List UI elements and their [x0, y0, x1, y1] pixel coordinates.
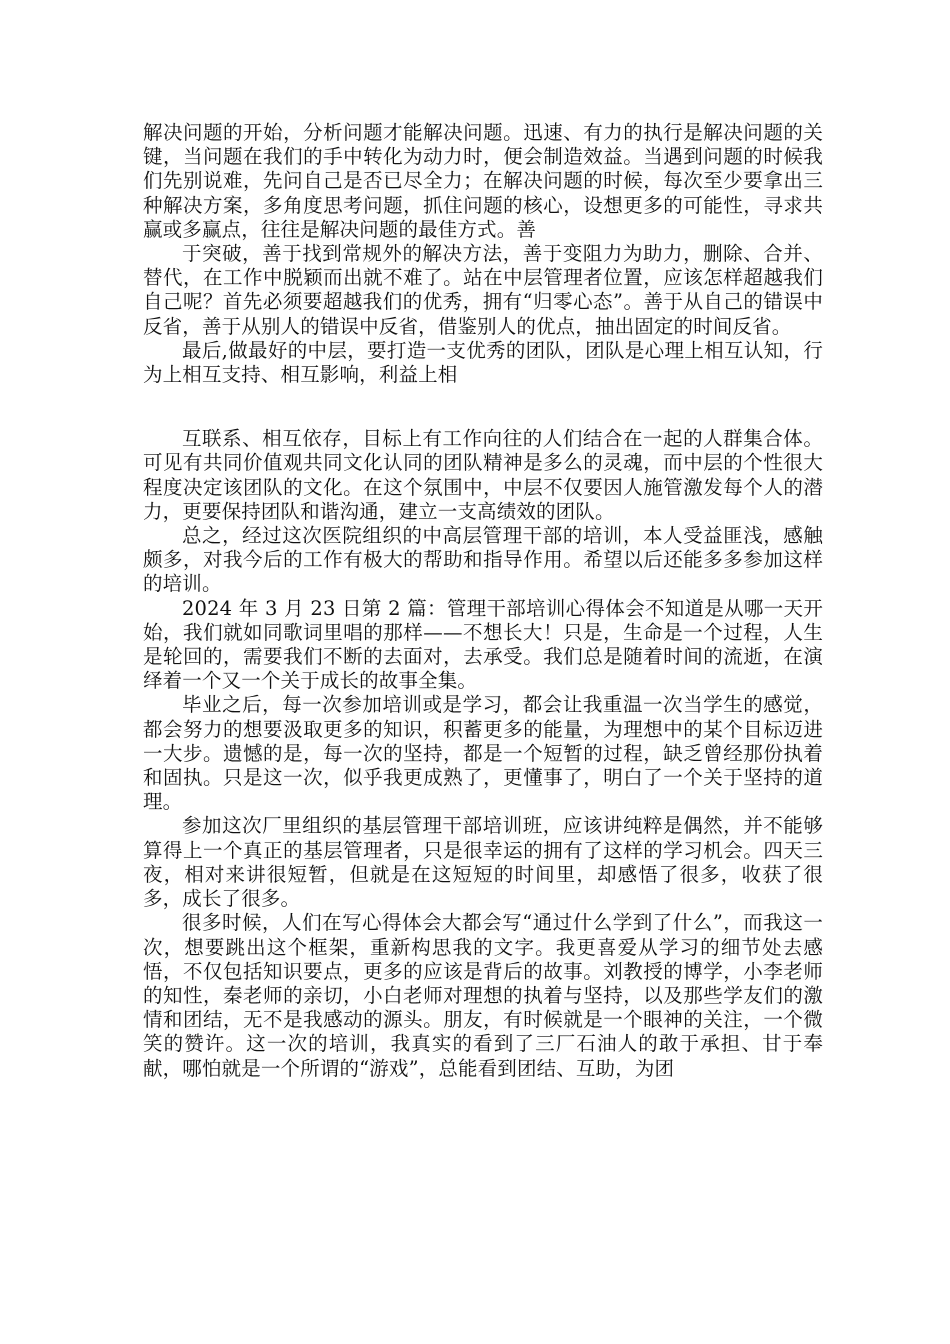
paragraph: 毕业之后，每一次参加培训或是学习，都会让我重温一次当学生的感觉，都会努力的想要汲取更多的知识，积蓄更多的能量，为理想中的某个目标迈进一大步。遗憾的是，每一次的坚持，都是一个短暂的过程，缺乏曾经那份执着和固执。只是这一次，似乎我更成熟了，更懂事了，明白了一个关于坚持的道理。: [143, 693, 823, 814]
paragraph: 总之，经过这次医院组织的中高层管理干部的培训，本人受益匪浅，感触颇多，对我今后的工作有极大的帮助和指导作用。希望以后还能多多参加这样的培训。: [143, 524, 823, 596]
paragraph: 最后,做最好的中层，要打造一支优秀的团队，团队是心理上相互认知，行为上相互支持、相互影响，利益上相: [143, 338, 823, 387]
paragraph: 解决问题的开始，分析问题才能解决问题。迅速、有力的执行是解决问题的关键，当问题在我们的手中转化为动力时，便会制造效益。当遇到问题的时候我们先别说难，先问自己是否已尽全力；在解决问题的时候，每次至少要拿出三种解决方案，多角度思考问题，抓住问题的核心，设想更多的可能性，寻求共赢或多赢点，往往是解决问题的最佳方式。善: [143, 121, 823, 241]
paragraph: 互联系、相互依存，目标上有工作向往的人们结合在一起的人群集合体。可见有共同价值观共同文化认同的团队精神是多么的灵魂，而中层的个性很大程度决定该团队的文化。在这个氛围中，中层不仅要因人施管激发每个人的潜力，更要保持团队和谐沟通，建立一支高绩效的团队。: [143, 427, 823, 523]
document-body: [143, 121, 823, 1081]
section-gap: [143, 387, 823, 427]
paragraph: 很多时候，人们在写心得体会大都会写“通过什么学到了什么”，而我这一次，想要跳出这个框架，重新构思我的文字。我更喜爱从学习的细节处去感悟，不仅包括知识要点，更多的应该是背后的故事。刘教授的博学，小李老师的知性，秦老师的亲切，小白老师对理想的执着与坚持，以及那些学友们的激情和团结，无不是我感动的源头。朋友，有时候就是一个眼神的关注，一个微笑的赞许。这一次的培训，我真实的看到了三厂石油人的敢于承担、甘于奉献，哪怕就是一个所谓的“游戏”，总能看到团结、互助，为团: [143, 911, 823, 1080]
paragraph: 于突破，善于找到常规外的解决方法，善于变阻力为助力，删除、合并、替代，在工作中脱颖而出就不难了。站在中层管理者位置，应该怎样超越我们自己呢？首先必须要超越我们的优秀，拥有“归零心态”。善于从自己的错误中反省，善于从别人的错误中反省，借鉴别人的优点，抽出固定的时间反省。: [143, 242, 823, 338]
paragraph: 参加这次厂里组织的基层管理干部培训班，应该讲纯粹是偶然，并不能够算得上一个真正的基层管理者，只是很幸运的拥有了这样的学习机会。四天三夜，相对来讲很短暂，但就是在这短短的时间里，却感悟了很多，收获了很多，成长了很多。: [143, 814, 823, 911]
paragraph: 2024 年 3 月 23 日第 2 篇：管理干部培训心得体会不知道是从哪一天开始，我们就如同歌词里唱的那样——不想长大！只是，生命是一个过程，人生是轮回的，需要我们不断的去面对，去承受。我们总是随着时间的流逝，在演绎着一个又一个关于成长的故事全集。: [143, 596, 823, 693]
